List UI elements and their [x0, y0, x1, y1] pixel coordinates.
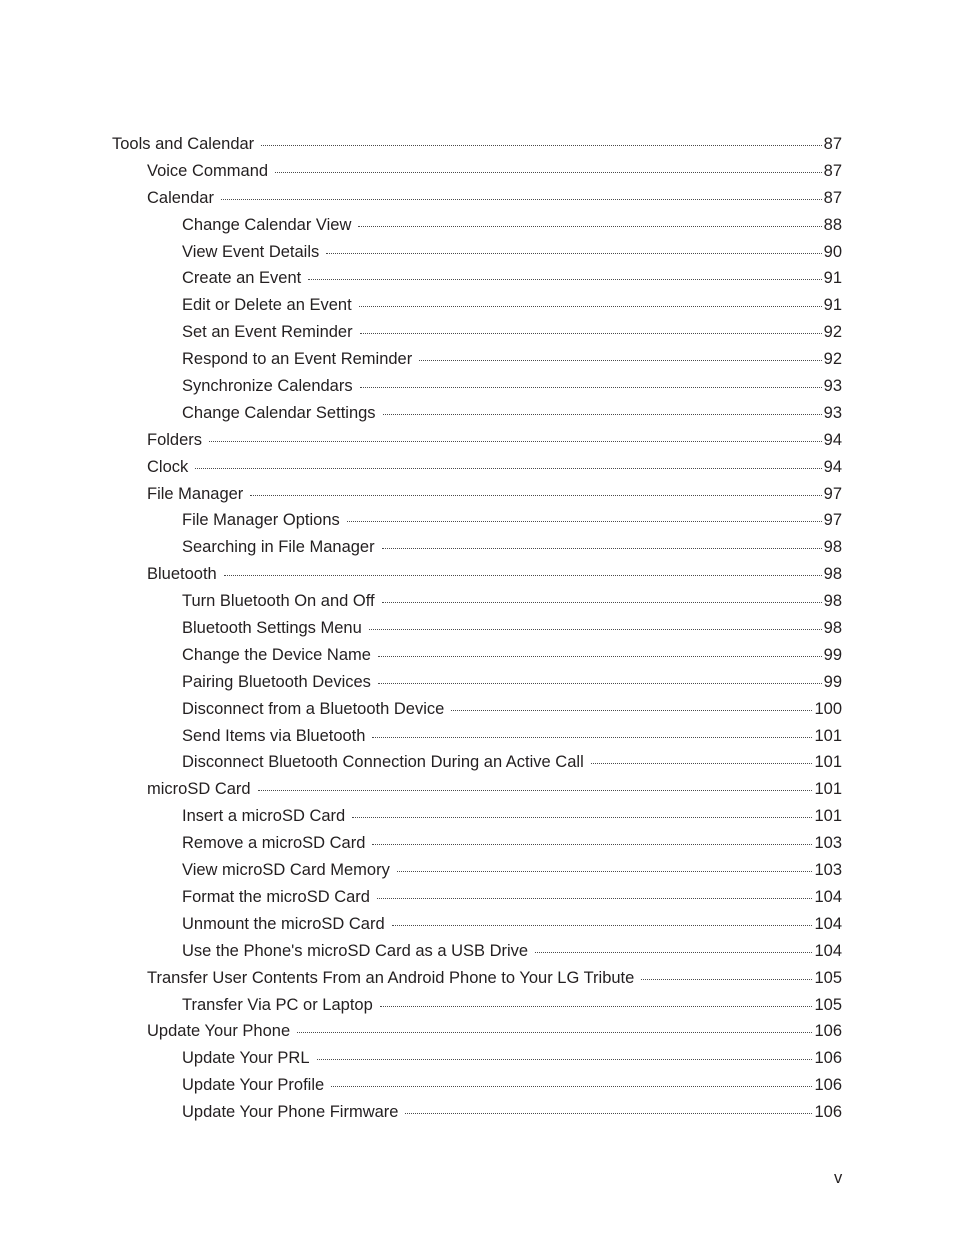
- dot-leader: [535, 952, 812, 953]
- toc-entry[interactable]: [0, 346, 842, 373]
- dot-leader: [308, 279, 821, 280]
- toc-entry[interactable]: [0, 696, 842, 723]
- toc-entry-page: 101: [814, 807, 842, 826]
- toc-entry-title: Transfer Via PC or Laptop: [182, 995, 373, 1014]
- toc-entry-page: 103: [814, 834, 842, 853]
- dot-leader: [372, 844, 812, 845]
- toc-entry[interactable]: [0, 938, 842, 965]
- toc-entry-title: Change Calendar View: [182, 215, 352, 234]
- toc-entry[interactable]: [0, 588, 842, 615]
- toc-entry-title: Transfer User Contents From an Android Phone to Your LG Tribute: [147, 968, 635, 987]
- toc-entry[interactable]: [0, 373, 842, 400]
- toc-entry-page: 91: [823, 296, 842, 315]
- toc-entry-title: View microSD Card Memory: [182, 861, 390, 880]
- toc-entry-page: 105: [814, 995, 842, 1014]
- toc-entry-title: Update Your PRL: [182, 1049, 310, 1068]
- toc-entry-title: Update Your Phone Firmware: [182, 1103, 399, 1122]
- dot-leader: [331, 1086, 812, 1087]
- dot-leader: [261, 145, 821, 146]
- toc-entry-title: Bluetooth Settings Menu: [182, 619, 362, 638]
- dot-leader: [405, 1113, 812, 1114]
- toc-entry[interactable]: [0, 131, 842, 158]
- dot-leader: [382, 602, 822, 603]
- dot-leader: [378, 656, 822, 657]
- toc-entry-page: 101: [814, 726, 842, 745]
- toc-entry-title: Respond to an Event Reminder: [182, 350, 413, 369]
- toc-entry-title: Update Your Profile: [182, 1076, 325, 1095]
- toc-entry-page: 100: [814, 699, 842, 718]
- toc-entry-title: Calendar: [147, 188, 214, 207]
- toc-entry[interactable]: [0, 776, 842, 803]
- toc-entry[interactable]: [0, 803, 842, 830]
- toc-entry-page: 106: [814, 1049, 842, 1068]
- toc-entry-page: 99: [823, 645, 842, 664]
- dot-leader: [451, 710, 812, 711]
- toc-entry[interactable]: [0, 212, 842, 239]
- toc-entry-page: 103: [814, 861, 842, 880]
- toc-entry-title: Change the Device Name: [182, 645, 371, 664]
- toc-entry-title: Change Calendar Settings: [182, 403, 376, 422]
- dot-leader: [195, 468, 821, 469]
- toc-entry-page: 104: [814, 914, 842, 933]
- toc-entry[interactable]: [0, 1099, 842, 1126]
- toc-entry[interactable]: [0, 992, 842, 1019]
- toc-entry[interactable]: [0, 265, 842, 292]
- toc-entry[interactable]: [0, 534, 842, 561]
- dot-leader: [352, 817, 812, 818]
- dot-leader: [359, 306, 822, 307]
- toc-entry[interactable]: [0, 427, 842, 454]
- toc-entry[interactable]: [0, 857, 842, 884]
- toc-entry-title: Set an Event Reminder: [182, 323, 353, 342]
- toc-entry-page: 97: [823, 511, 842, 530]
- toc-entry-page: 106: [814, 1103, 842, 1122]
- toc-entry-page: 90: [823, 242, 842, 261]
- dot-leader: [317, 1059, 813, 1060]
- toc-entry-page: 87: [823, 161, 842, 180]
- toc-entry[interactable]: [0, 239, 842, 266]
- toc-entry[interactable]: [0, 669, 842, 696]
- toc-entry-title: Remove a microSD Card: [182, 834, 366, 853]
- toc-entry[interactable]: [0, 1072, 842, 1099]
- toc-entry-title: Disconnect Bluetooth Connection During an Active Call: [182, 753, 584, 772]
- dot-leader: [326, 253, 821, 254]
- dot-leader: [275, 172, 822, 173]
- toc-entry-page: 106: [814, 1022, 842, 1041]
- dot-leader: [380, 1006, 813, 1007]
- toc-entry-page: 105: [814, 968, 842, 987]
- toc-entry[interactable]: [0, 481, 842, 508]
- toc-entry[interactable]: [0, 723, 842, 750]
- toc-entry[interactable]: [0, 884, 842, 911]
- toc-entry[interactable]: [0, 400, 842, 427]
- toc-entry-page: 87: [823, 135, 842, 153]
- dot-leader: [250, 495, 821, 496]
- toc-entry-title: Create an Event: [182, 269, 302, 288]
- dot-leader: [382, 548, 822, 549]
- toc-entry-title: File Manager Options: [182, 511, 340, 530]
- toc-entry[interactable]: [0, 1045, 842, 1072]
- toc-entry-page: 88: [823, 215, 842, 234]
- toc-entry-page: 106: [814, 1076, 842, 1095]
- dot-leader: [209, 441, 822, 442]
- toc-entry[interactable]: [0, 454, 842, 481]
- toc-entry-title: Folders: [147, 430, 203, 449]
- dot-leader: [221, 199, 822, 200]
- toc-entry-page: 101: [814, 753, 842, 772]
- dot-leader: [378, 683, 822, 684]
- dot-leader: [591, 763, 813, 764]
- dot-leader: [397, 871, 813, 872]
- toc-entry[interactable]: [0, 185, 842, 212]
- toc-entry[interactable]: [0, 642, 842, 669]
- dot-leader: [224, 575, 822, 576]
- dot-leader: [641, 979, 812, 980]
- toc-entry-title: Turn Bluetooth On and Off: [182, 592, 375, 611]
- toc-entry-page: 93: [823, 403, 842, 422]
- toc-entry-page: 101: [814, 780, 842, 799]
- dot-leader: [297, 1032, 812, 1033]
- toc-entry-title: Edit or Delete an Event: [182, 296, 352, 315]
- toc-entry[interactable]: [0, 615, 842, 642]
- toc-entry-page: 94: [823, 457, 842, 476]
- toc-entry-page: 104: [814, 941, 842, 960]
- toc-entry[interactable]: [0, 749, 842, 776]
- table-of-contents: [0, 131, 954, 1126]
- toc-entry-page: 87: [823, 188, 842, 207]
- toc-entry-page: 98: [823, 538, 842, 557]
- dot-leader: [347, 521, 822, 522]
- toc-entry-page: 91: [823, 269, 842, 288]
- dot-leader: [258, 790, 813, 791]
- toc-entry-title: Tools and Calendar: [112, 135, 255, 153]
- toc-entry-title: Update Your Phone: [147, 1022, 291, 1041]
- dot-leader: [383, 414, 822, 415]
- page-number: v: [834, 1169, 843, 1187]
- toc-entry-page: 92: [823, 350, 842, 369]
- toc-entry-page: 97: [823, 484, 842, 503]
- toc-entry-page: 98: [823, 619, 842, 638]
- dot-leader: [358, 226, 821, 227]
- toc-entry-page: 104: [814, 887, 842, 906]
- toc-entry-page: 99: [823, 672, 842, 691]
- toc-entry[interactable]: [0, 965, 842, 992]
- toc-entry[interactable]: [0, 292, 842, 319]
- toc-entry-title: Voice Command: [147, 161, 269, 180]
- toc-entry-title: View Event Details: [182, 242, 320, 261]
- toc-entry-title: microSD Card: [147, 780, 251, 799]
- toc-entry-page: 92: [823, 323, 842, 342]
- dot-leader: [360, 387, 822, 388]
- toc-entry-title: File Manager: [147, 484, 244, 503]
- toc-entry-title: Bluetooth: [147, 565, 217, 584]
- toc-entry-title: Send Items via Bluetooth: [182, 726, 366, 745]
- toc-entry[interactable]: [0, 830, 842, 857]
- dot-leader: [392, 925, 813, 926]
- toc-entry-title: Clock: [147, 457, 189, 476]
- toc-entry[interactable]: [0, 158, 842, 185]
- dot-leader: [419, 360, 821, 361]
- toc-entry[interactable]: [0, 911, 842, 938]
- toc-entry-title: Searching in File Manager: [182, 538, 375, 557]
- toc-entry-title: Format the microSD Card: [182, 887, 370, 906]
- toc-entry-title: Pairing Bluetooth Devices: [182, 672, 371, 691]
- toc-entry-title: Disconnect from a Bluetooth Device: [182, 699, 445, 718]
- toc-entry[interactable]: [0, 561, 842, 588]
- toc-entry[interactable]: [0, 1018, 842, 1045]
- toc-entry-page: 98: [823, 592, 842, 611]
- dot-leader: [377, 898, 813, 899]
- toc-entry-page: 98: [823, 565, 842, 584]
- toc-entry[interactable]: [0, 507, 842, 534]
- toc-entry-title: Synchronize Calendars: [182, 377, 353, 396]
- dot-leader: [372, 737, 812, 738]
- toc-entry-page: 94: [823, 430, 842, 449]
- toc-entry[interactable]: [0, 319, 842, 346]
- toc-entry-title: Insert a microSD Card: [182, 807, 346, 826]
- toc-entry-title: Unmount the microSD Card: [182, 914, 385, 933]
- toc-entry-title: Use the Phone's microSD Card as a USB Drive: [182, 941, 529, 960]
- toc-entry-page: 93: [823, 377, 842, 396]
- dot-leader: [360, 333, 822, 334]
- dot-leader: [369, 629, 822, 630]
